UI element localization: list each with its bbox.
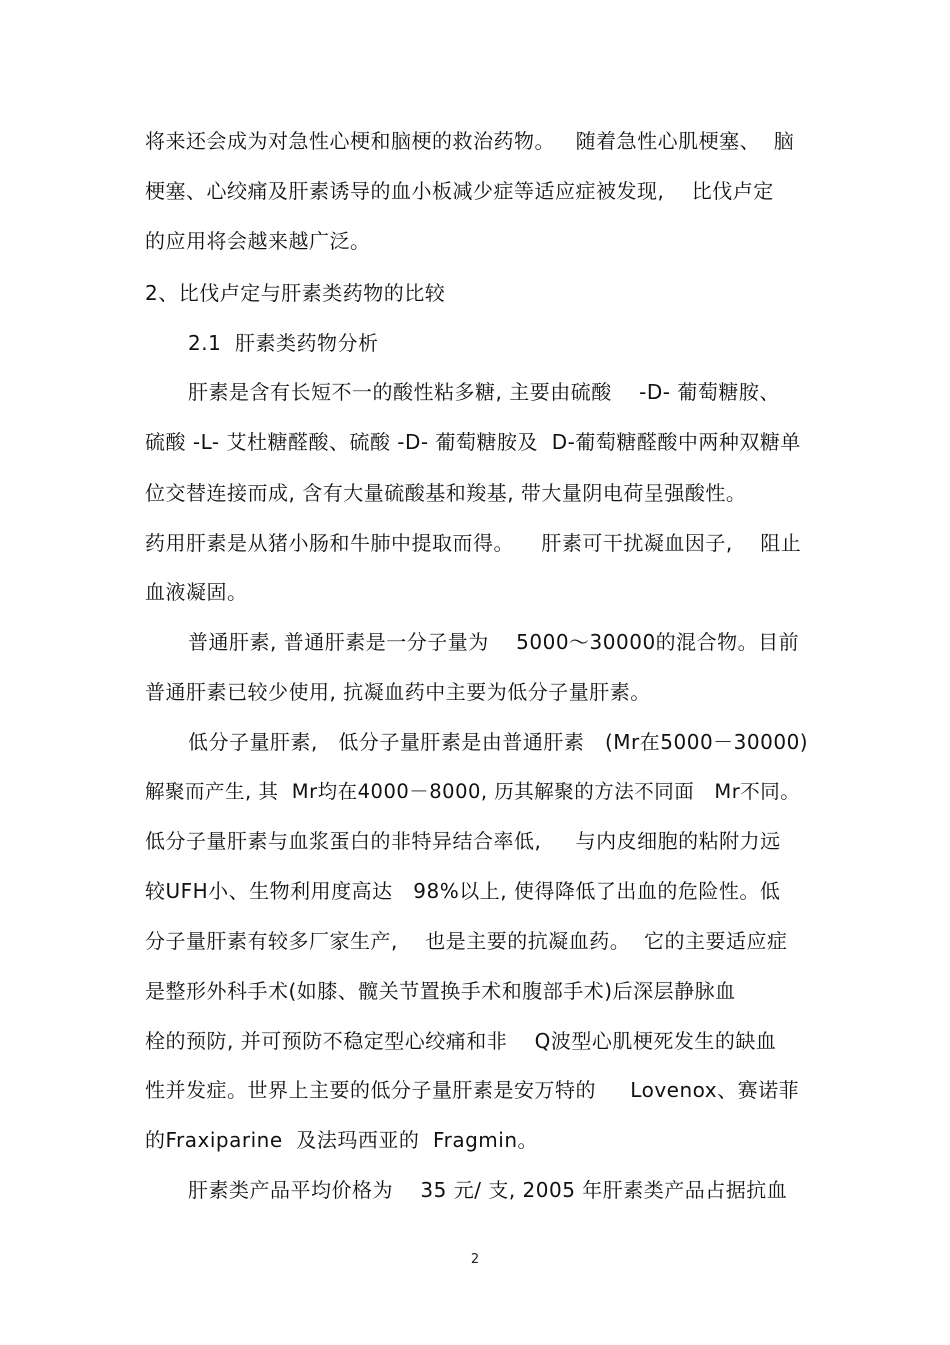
text-line-13: 低分子量肝素, 低分子量肝素是由普通肝素 (Mr在5000－30000) <box>188 730 809 754</box>
text-line-7: 硫酸 -L- 艾杜糖醛酸、硫酸 -D- 葡萄糖胺及 D-葡萄糖醛酸中两种双糖单 <box>145 430 801 454</box>
text-line-18: 是整形外科手术(如膝、髋关节置换手术和腹部手术)后深层静脉血 <box>145 979 736 1003</box>
text-line-22: 肝素类产品平均价格为 35 元/ 支, 2005 年肝素类产品占据抗血 <box>188 1178 788 1202</box>
text-line-6: 肝素是含有长短不一的酸性粘多糖, 主要由硫酸 -D- 葡萄糖胺、 <box>188 380 780 404</box>
section-heading: 2、比伐卢定与肝素类药物的比较 <box>145 281 446 305</box>
text-line-3: 的应用将会越来越广泛。 <box>145 229 371 253</box>
text-line-20: 性并发症。世界上主要的低分子量肝素是安万特的 Lovenox、赛诺菲 <box>145 1078 800 1102</box>
text-line-19: 栓的预防, 并可预防不稳定型心绞痛和非 Q波型心肌梗死发生的缺血 <box>145 1029 777 1053</box>
text-line-17: 分子量肝素有较多厂家生产, 也是主要的抗凝血药。 它的主要适应症 <box>145 929 788 953</box>
text-line-16: 较UFH小、生物利用度高达 98%以上, 使得降低了出血的危险性。低 <box>145 879 781 903</box>
text-line-2: 梗塞、心绞痛及肝素诱导的血小板减少症等适应症被发现, 比伐卢定 <box>145 179 774 203</box>
text-line-15: 低分子量肝素与血浆蛋白的非特异结合率低, 与内皮细胞的粘附力远 <box>145 829 781 853</box>
text-line-14: 解聚而产生, 其 Mr均在4000－8000, 历其解聚的方法不同面 Mr不同。 <box>145 780 801 803</box>
subsection-heading: 2.1 肝素类药物分析 <box>188 331 379 355</box>
text-line-10: 血液凝固。 <box>145 580 248 604</box>
text-line-1: 将来还会成为对急性心梗和脑梗的救治药物。 随着急性心肌梗塞、 脑 <box>145 129 795 153</box>
page-number: 2 <box>470 1252 480 1267</box>
text-line-9: 药用肝素是从猪小肠和牛肺中提取而得。 肝素可干扰凝血因子, 阻止 <box>145 531 802 555</box>
text-line-11: 普通肝素, 普通肝素是一分子量为 5000～30000的混合物。目前 <box>188 630 800 654</box>
text-line-8: 位交替连接而成, 含有大量硫酸基和羧基, 带大量阴电荷呈强酸性。 <box>145 481 747 505</box>
text-line-21: 的Fraxiparine 及法玛西亚的 Fragmin。 <box>145 1128 538 1152</box>
text-line-12: 普通肝素已较少使用, 抗凝血药中主要为低分子量肝素。 <box>145 680 651 704</box>
